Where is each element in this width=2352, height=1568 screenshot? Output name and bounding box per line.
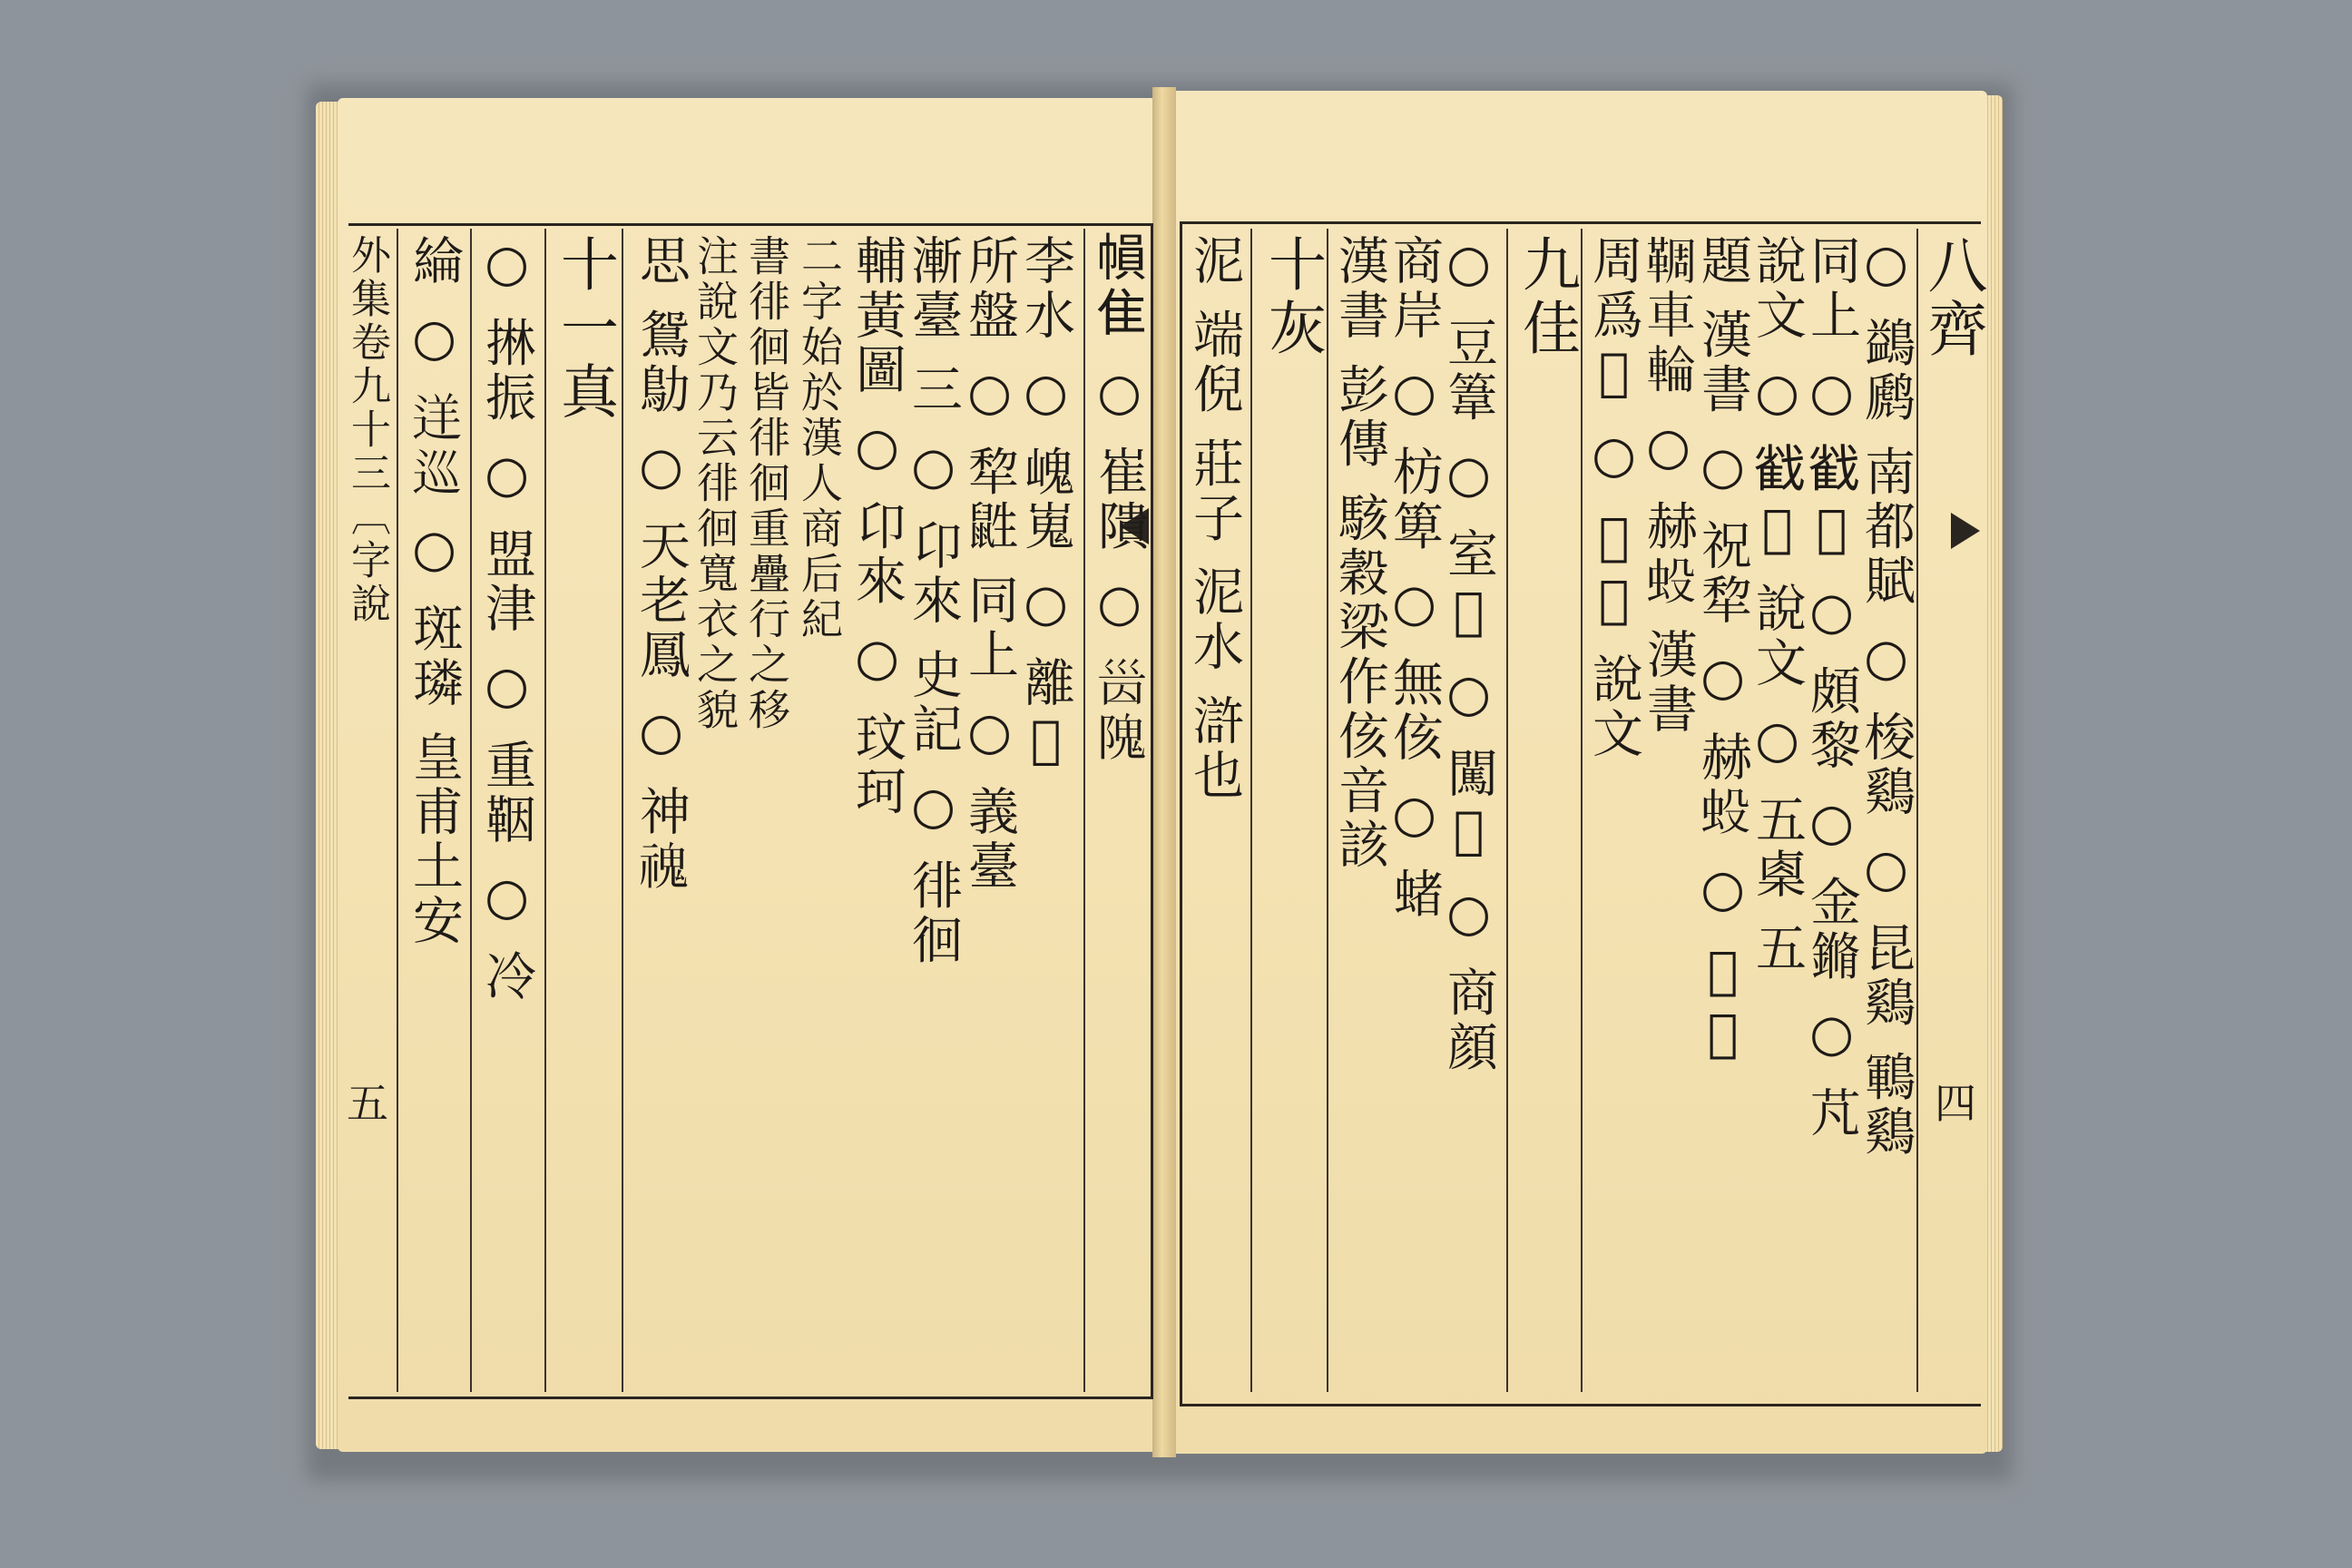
right-col-10: 商岸 ○ 枋箄 ○ 無侅 ○ 蝫 xyxy=(1385,234,1444,922)
column-rule xyxy=(1083,229,1085,1392)
left-col-10: 漸臺 三 ○ 卬來 史記 ○ 徘徊 xyxy=(904,234,963,968)
column-rule xyxy=(622,229,623,1392)
right-col-11: 漢書 彭傳 駭穀梁作侅音該 xyxy=(1330,234,1389,873)
right-col-7: 周爲𠊜 ○ 𠊜𠊜 說文 xyxy=(1584,234,1643,762)
right-section-heading-3: 十灰 xyxy=(1259,234,1326,361)
column-rule xyxy=(397,229,398,1392)
right-col-3: 同上 ○ 𢧵𢢋 ○ 頗黎 ○ 金鏅 ○ 芃 xyxy=(1802,234,1861,1142)
left-page-number: 五 xyxy=(347,1079,388,1128)
left-col-3: ○ 㨆振 ○ 盟津 ○ 重鞇 ○ 冷 xyxy=(477,234,536,1004)
left-col-5: 思 鴛鳨 ○ 天老鳳 ○ 神𩲡 xyxy=(632,234,691,895)
left-col-8: 二字始於漢人商后紀 xyxy=(795,234,844,642)
left-col-11: 所盤 ○ 犂鼪 同上 ○ 義臺 xyxy=(960,234,1019,895)
left-col-9: 輔黃圖 ○ 卬來 ○ 玟珂 xyxy=(848,234,906,820)
column-rule xyxy=(1250,229,1252,1392)
left-col-7: 書徘徊皆徘徊重疊行之移 xyxy=(742,234,791,733)
left-section-heading: 十一真 xyxy=(551,234,618,425)
left-col-2: 綸 ○ 𨒫巡 ○ 斑璘 皇甫土安 xyxy=(405,234,464,949)
right-section-heading-1: 八齊 xyxy=(1917,234,1987,361)
right-page-number: 四 xyxy=(1935,1079,1976,1128)
column-rule xyxy=(1506,229,1508,1392)
book-gutter xyxy=(1152,87,1176,1457)
right-col-9: ○ 豆𥯤 ○ 室𡒪 ○ 闖𠧁 ○ 商顔 xyxy=(1439,234,1498,1075)
right-section-heading-2: 九佳 xyxy=(1513,234,1580,361)
left-col-12: 李水 ○ 㟴嵬 ○ 離𩀱 xyxy=(1016,234,1075,774)
left-col-1: 外集卷九十三〔字說 xyxy=(344,234,390,626)
right-col-13: 泥 端倪 莊子 泥水 滸也 xyxy=(1185,234,1244,804)
right-col-6: 𩋙車輪 ○ 赫𧈻 漢書 xyxy=(1639,234,1698,738)
column-rule xyxy=(544,229,546,1392)
column-rule xyxy=(1327,229,1328,1392)
column-rule xyxy=(470,229,472,1392)
right-col-5: 題 漢書 ○ 祝犂 ○ 赫𧈻 ○ 𠊜𠊜 xyxy=(1693,234,1752,1067)
column-rule xyxy=(1581,229,1583,1392)
left-col-6: 注說文乃云徘徊寬衣之貌 xyxy=(691,234,740,733)
left-col-13: 𢄙隹 ○ 崔隤 ○ 𡿸隗 xyxy=(1090,234,1149,766)
column-rule xyxy=(1916,229,1918,1392)
right-col-2: ○ 鷁䴘 南都賦 ○ 梭鷄 ○ 昆鷄 鶤鷄 xyxy=(1857,234,1916,1160)
right-col-4: 說文 ○ 𢧵𢢋 說文 ○ 五㮚 五 xyxy=(1748,234,1807,976)
